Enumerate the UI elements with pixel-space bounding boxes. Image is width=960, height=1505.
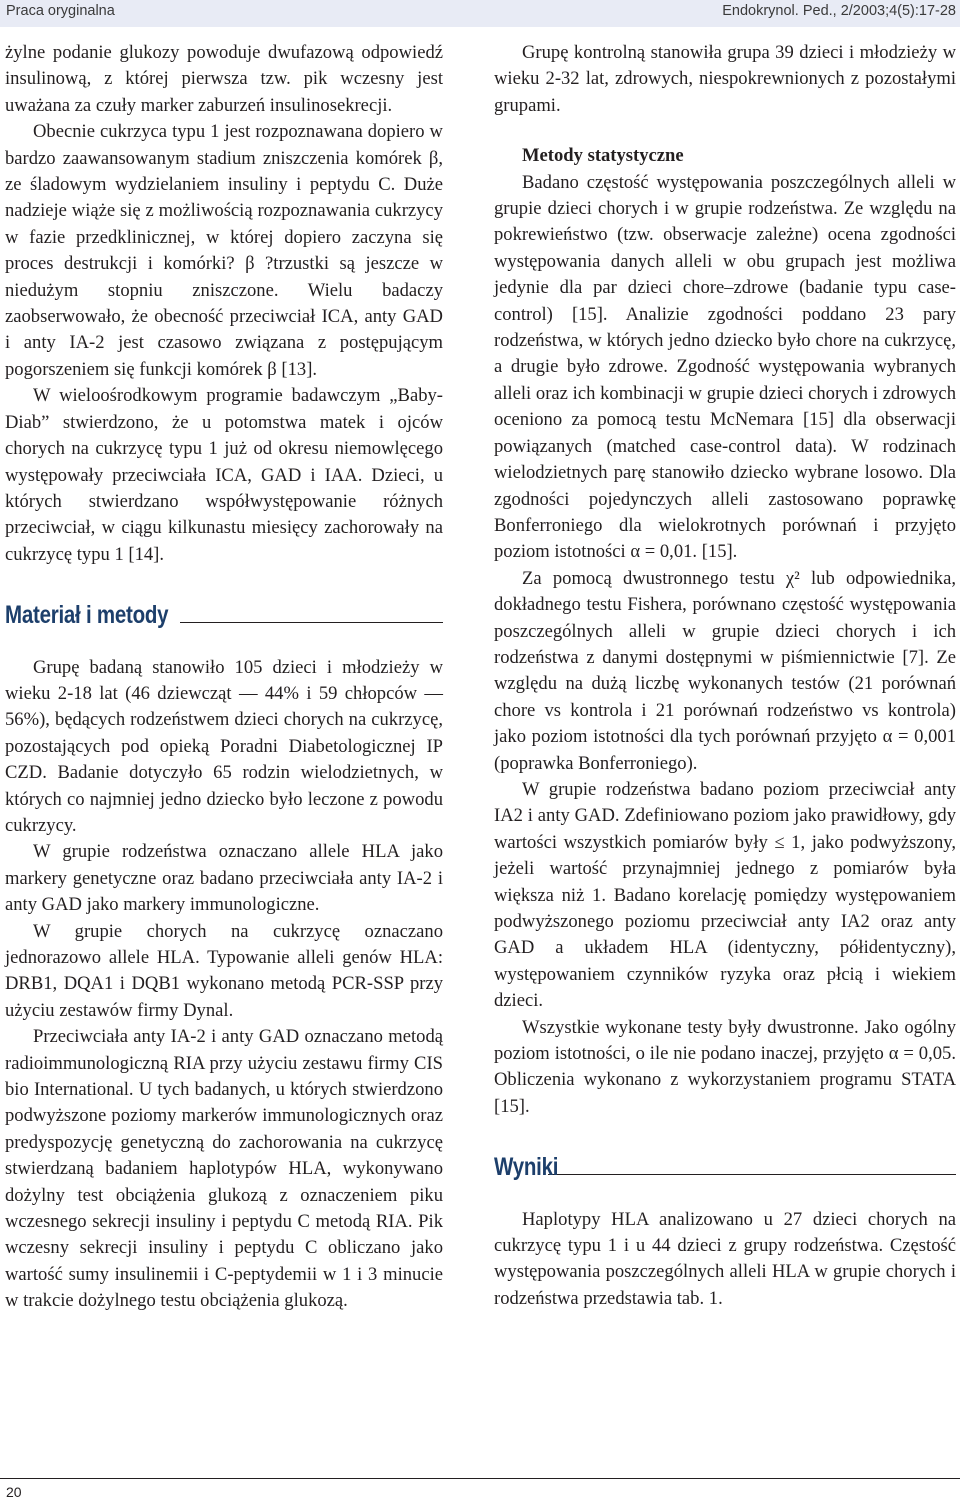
journal-citation: Endokrynol. Ped., 2/2003;4(5):17-28 xyxy=(722,3,956,19)
section-title: Wyniki xyxy=(494,1153,559,1182)
paragraph: W grupie rodzeństwa badano poziom przeciwciał anty IA2 i anty GAD. Zdefiniowano poziom jako prawidłowy, gdy wartości wszystkich pomiarów były ≤ 1, jako podwyższony, jeżeli wartość przynajmniej jednego z pomiarów była większa niż 1. Badano korelację pomiędzy występowaniem podwyższonego poziomu przeciwciał anty IA2 oraz anty GAD a układem HLA (identyczny, półidentyczny), występowaniem czynników ryzyka oraz płcią i wiekiem dzieci. xyxy=(494,778,956,1012)
section-title: Materiał i metody xyxy=(5,601,169,630)
article-type: Praca oryginalna xyxy=(6,3,115,19)
page-number: 20 xyxy=(6,1484,22,1500)
running-header xyxy=(0,0,960,27)
paragraph: W wieloośrodkowym programie badawczym „Baby-Diab” stwierdzono, że u potomstwa matek i ojców chorych na cukrzycę typu 1 już od okresu niemowlęcego występowały przeciwciała ICA, GAD i IAA. Dzieci, u których stwierdzano współwystępowanie różnych przeciwciał, w ciągu kilkunastu miesięcy zachorowały na cukrzycę typu 1 [14]. xyxy=(5,385,443,565)
section-heading-results xyxy=(494,1154,956,1180)
paragraph: Za pomocą dwustronnego testu χ² lub odpowiednika, dokładnego testu Fishera, porównano częstość występowania poszczególnych alleli w grupie dzieci chorych i ich rodzeństwa z danymi dostępnymi w piśmiennictwie [7]. Ze względu na dużą liczbę wykonanych testów (21 porównań chore vs kontrola i 21 porównań rodzeństwo vs kontrola) jako poziom istotności dla tych porównań przyjęto α = 0,001 (poprawka Bonferroniego). xyxy=(494,567,956,774)
paragraph: Obecnie cukrzyca typu 1 jest rozpoznawana dopiero w bardzo zaawansowanym stadium zniszczenia komórek β, ze śladowym wydzielaniem insuliny i peptydu C. Duże nadzieje wiąże się z możliwością rozpoznawania cukrzycy w fazie przedklinicznej, w której dopiero zaczyna się proces destrukcji i komórki? β ?trzustki są jeszcze w niedużym stopniu zniszczone. Wielu badaczy zaobserwowało, że obecność przeciwciał ICA, anty GAD i anty IA-2 jest czasowo związana z postępującym pogorszeniem się funkcji komórek β [13]. xyxy=(5,121,443,380)
section-heading-methods xyxy=(5,602,443,628)
paragraph: Przeciwciała anty IA-2 i anty GAD oznaczano metodą radioimmunologiczną RIA przy użyciu zestawu firmy CIS bio International. U tych badanych, u których stwierdzono podwyższone poziomy markerów immunologicznych oraz predyspozycję genetyczną do zachorowania na cukrzycę stwierdzaną badaniem haplotypów HLA, wykonywano dożylny test obciążenia glukozą z oznaczeniem piku wczesnego sekrecji insuliny i peptydu C metodą RIA. Pik wczesny sekrecji insuliny i peptydu C obliczano jako wartość sumy insulinemii i C-peptydemii w 1 i 3 minucie w trakcie dożylnego testu obciążenia glukozą. xyxy=(5,1026,443,1312)
paragraph: Grupę kontrolną stanowiła grupa 39 dzieci i młodzieży w wieku 2-32 lat, zdrowych, niespokrewnionych z pozostałymi grupami. xyxy=(494,42,956,116)
paragraph: Wszystkie wykonane testy były dwustronne. Jako ogólny poziom istotności, o ile nie podano inaczej, przyjęto α = 0,05. Obliczenia wykonano z wykorzystaniem programu STATA [15]. xyxy=(494,1016,956,1117)
paragraph: Badano częstość występowania poszczególnych alleli w grupie dzieci chorych i w grupie rodzeństwa. Ze względu na pokrewieństwo (tzw. obserwacje zależne) ocena zgodności występowania danych alleli w obu grupach jest możliwa jedynie dla par dzieci chore–zdrowe (badanie typu case-control) [15]. Analizie zgodności poddano 23 pary rodzeństwa, w których jedno dziecko było chore na cukrzycę, a drugie było zdrowe. Zgodność występowania wybranych alleli oraz ich kombinacji w grupie dzieci chorych i zdrowych oceniono za pomocą testu McNemara [15] dla obserwacji powiązanych (matched case-control data). W rodzinach wielodzietnych parę stanowiło dziecko wybrane losowo. Dla zgodności pojedynczych alleli zastosowano poprawkę Bonferroniego dla wielokrotnych porównań i przyjęto poziom istotności α = 0,01. [15]. xyxy=(494,171,956,563)
left-column xyxy=(5,40,443,1315)
subsection-title: Metody statystyczne xyxy=(522,145,684,167)
heading-rule xyxy=(180,622,443,623)
paragraph: W grupie rodzeństwa oznaczano allele HLA jako markery genetyczne oraz badano przeciwciała anty IA-2 i anty GAD jako markery immunologiczne. xyxy=(5,841,443,916)
paragraph: żylne podanie glukozy powoduje dwufazową odpowiedź insulinową, z której pierwsza tzw. pik wczesny jest uważana za czuły marker zaburzeń insulinosekrecji. xyxy=(5,42,443,116)
footer-rule xyxy=(0,1478,960,1479)
paragraph: Grupę badaną stanowiło 105 dzieci i młodzieży w wieku 2-18 lat (46 dziewcząt — 44% i 59 chłopców — 56%), będących rodzeństwem dzieci chorych na cukrzycę, pozostających pod opieką Poradni Diabetologicznej IP CZD. Badanie dotyczyło 65 rodzin wielodzietnych, w których co najmniej jedno dziecko było leczone z powodu cukrzycy. xyxy=(5,656,443,836)
paragraph: W grupie chorych na cukrzycę oznaczano jednorazowo allele HLA. Typowanie alleli genów HLA: DRB1, DQA1 i DQB1 wykonano metodą PCR-SSP przy użyciu zestawów firmy Dynal. xyxy=(5,920,443,1021)
paragraph: Haplotypy HLA analizowano u 27 dzieci chorych na cukrzycę typu 1 i u 44 dzieci z grupy rodzeństwa. Częstość występowania poszczególnych alleli HLA w grupie chorych i rodzeństwa przedstawia tab. 1. xyxy=(494,1208,956,1309)
heading-rule xyxy=(548,1174,956,1175)
right-column xyxy=(494,40,956,1312)
